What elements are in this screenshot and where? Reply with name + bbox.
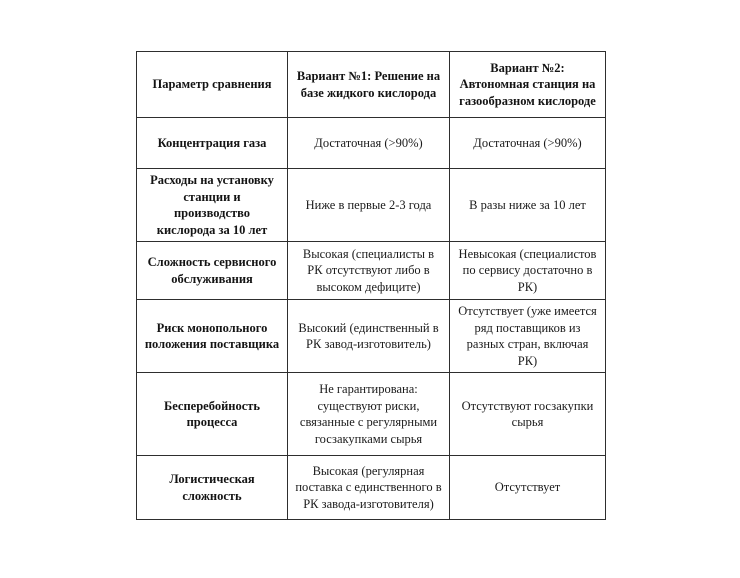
table-header-row	[137, 52, 606, 118]
table-row	[137, 118, 606, 169]
row-param-gas-concentration: Концентрация газа	[137, 118, 288, 169]
row-param-process-continuity: Бесперебойность процесса	[137, 373, 288, 456]
table-row	[137, 242, 606, 300]
table-row	[137, 373, 606, 456]
table-row	[137, 169, 606, 242]
cell-option1-service-complexity: Высокая (специалисты в РК отсутствуют либо в высоком дефиците)	[288, 242, 450, 300]
row-param-installation-costs: Расходы на установку станции и производство кислорода за 10 лет	[137, 169, 288, 242]
cell-option1-process-continuity: Не гарантирована: существуют риски, связанные с регулярными госзакупками сырья	[288, 373, 450, 456]
cell-option2-process-continuity: Отсутствуют госзакупки сырья	[450, 373, 606, 456]
row-param-service-complexity: Сложность сервисного обслуживания	[137, 242, 288, 300]
cell-option2-service-complexity: Невысокая (специалистов по сервису достаточно в РК)	[450, 242, 606, 300]
table-row	[137, 456, 606, 520]
column-header-option2: Вариант №2: Автономная станция на газообразном кислороде	[450, 52, 606, 118]
cell-option1-monopoly-risk: Высокий (единственный в РК завод-изготовитель)	[288, 300, 450, 373]
column-header-option1: Вариант №1: Решение на базе жидкого кислорода	[288, 52, 450, 118]
cell-option1-gas-concentration: Достаточная (>90%)	[288, 118, 450, 169]
cell-option2-monopoly-risk: Отсутствует (уже имеется ряд поставщиков из разных стран, включая РК)	[450, 300, 606, 373]
row-param-monopoly-risk: Риск монопольного положения поставщика	[137, 300, 288, 373]
cell-option2-gas-concentration: Достаточная (>90%)	[450, 118, 606, 169]
cell-option2-logistics-complexity: Отсутствует	[450, 456, 606, 520]
cell-option1-installation-costs: Ниже в первые 2-3 года	[288, 169, 450, 242]
column-header-parameter: Параметр сравнения	[137, 52, 288, 118]
cell-option2-installation-costs: В разы ниже за 10 лет	[450, 169, 606, 242]
row-param-logistics-complexity: Логистическая сложность	[137, 456, 288, 520]
cell-option1-logistics-complexity: Высокая (регулярная поставка с единственного в РК завода-изготовителя)	[288, 456, 450, 520]
comparison-table	[136, 51, 606, 520]
table-row	[137, 300, 606, 373]
